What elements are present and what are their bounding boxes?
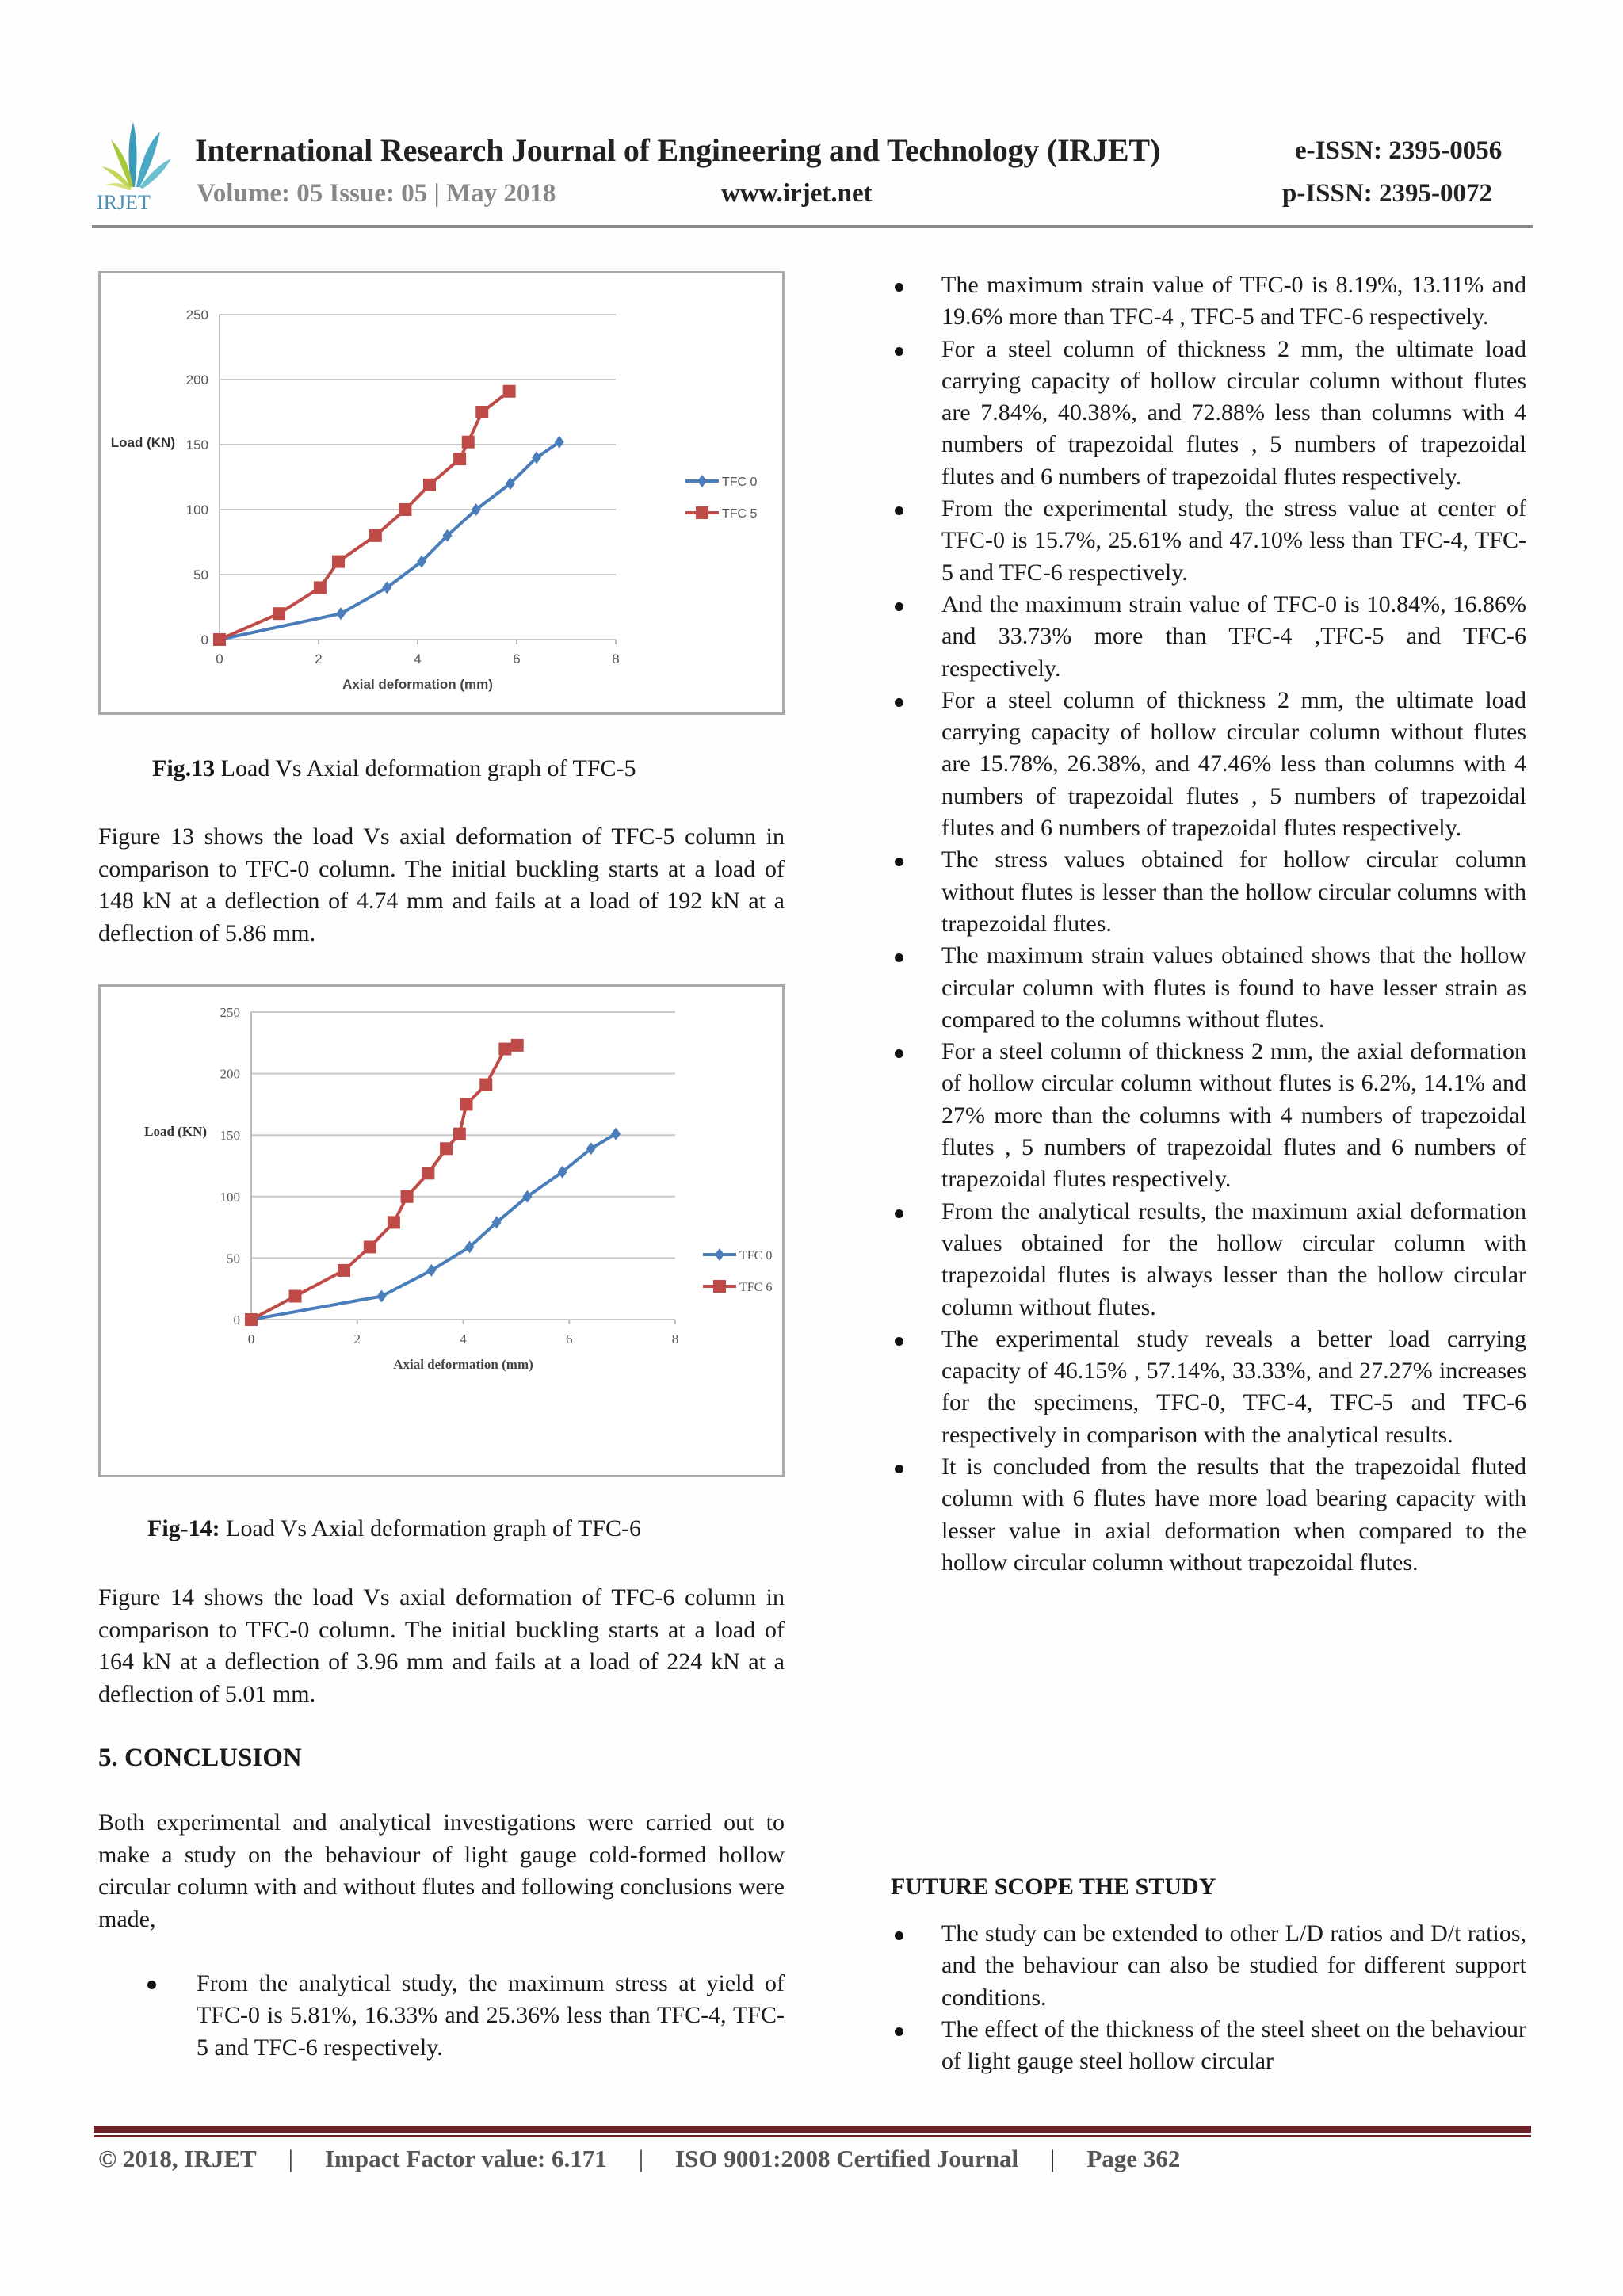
series-tfc-6 <box>245 1039 524 1326</box>
y-axis-label: Load (KN) <box>144 1124 207 1139</box>
x-tick-label: 4 <box>414 651 422 667</box>
bullet-item <box>888 685 1526 844</box>
bullet-text: For a steel column of thickness 2 mm, the ultimate load carrying capacity of hollow circular column without flutes are 15.78%, 26.38%, and 47.46% less than columns with 4 numbers of trapezoidal flutes , 5 numbers of trapezoidal flutes and 6 numbers of trapezoidal flutes respectively. <box>941 686 1526 842</box>
footer-page-number: Page 362 <box>1086 2145 1181 2172</box>
x-axis-label: Axial deformation (mm) <box>393 1357 533 1372</box>
figure-14-caption <box>147 1515 641 1542</box>
bullet-icon <box>895 347 903 356</box>
bullet-item <box>888 1196 1526 1324</box>
bullet-icon <box>895 698 903 707</box>
y-tick-label: 100 <box>185 502 208 518</box>
footer-impact-factor: Impact Factor value: 6.171 <box>324 2145 607 2172</box>
y-tick-label: 200 <box>185 372 208 388</box>
bullet-item <box>888 334 1526 493</box>
figure-14-description: Figure 14 shows the load Vs axial deformation of TFC-6 column in comparison to TFC-0 column. The initial buckling starts at a load of 164 kN at a deflection of 3.96 mm and fails at a load of 224 kN at a deflection of 5.01 mm. <box>98 1584 785 1707</box>
bullet-icon <box>147 1981 156 1989</box>
bullet-text: For a steel column of thickness 2 mm, the ultimate load carrying capacity of hollow circular column without flutes are 7.84%, 40.38%, and 72.88% less than columns with 4 numbers of trapezoidal flutes , 5 numbers of trapezoidal flutes and 6 numbers of trapezoidal flutes respectively. <box>941 335 1526 490</box>
bullet-icon <box>895 1931 903 1940</box>
x-tick-label: 8 <box>612 651 620 667</box>
legend-item <box>685 506 758 521</box>
future-scope-bullets <box>888 1918 1526 2077</box>
x-tick-label: 6 <box>513 651 521 667</box>
header-divider <box>92 225 1533 228</box>
x-tick-label: 2 <box>353 1331 361 1347</box>
bullet-icon <box>895 858 903 866</box>
bullet-text: The experimental study reveals a better load carrying capacity of 46.15% , 57.14%, 33.33%, and 27.27% increases for the specimens, TFC-0, TFC-4, TFC-5 and TFC-6 respectively in comparison with the analytical results. <box>941 1325 1526 1448</box>
section-heading-future-scope: FUTURE SCOPE THE STUDY <box>891 1874 1216 1900</box>
series-tfc-0 <box>246 1128 621 1326</box>
x-tick-label: 2 <box>315 651 323 667</box>
y-tick-label: 150 <box>185 437 208 453</box>
conclusion-bullets-right <box>888 269 1526 1579</box>
y-tick-label: 250 <box>185 308 208 323</box>
bullet-item <box>98 1968 785 2064</box>
bullet-icon <box>895 1209 903 1218</box>
website-link[interactable]: www.irjet.net <box>721 179 873 208</box>
x-tick-label: 0 <box>216 651 223 667</box>
x-tick-label: 4 <box>460 1331 467 1347</box>
legend-item <box>685 475 758 489</box>
y-tick-label: 250 <box>220 1005 240 1020</box>
footer-separator: | <box>1050 2145 1056 2172</box>
bullet-item <box>888 493 1526 589</box>
footer-separator: | <box>638 2145 644 2172</box>
bullet-item <box>888 269 1526 334</box>
conclusion-intro: Both experimental and analytical investigations were carried out to make a study on the behaviour of light gauge cold-formed hollow circular column with and without flutes and following conclusions were made, <box>98 1809 785 1932</box>
x-tick-label: 8 <box>671 1331 679 1347</box>
y-tick-label: 50 <box>227 1251 240 1266</box>
x-tick-label: 6 <box>566 1331 573 1347</box>
svg-text:TFC 0: TFC 0 <box>722 476 758 489</box>
footer-separator: | <box>288 2145 293 2172</box>
caption-label: Fig-14: <box>147 1515 220 1541</box>
bullet-icon <box>895 2027 903 2036</box>
bullet-item <box>888 844 1526 940</box>
eissn: e-ISSN: 2395-0056 <box>1295 136 1503 165</box>
caption-text: Load Vs Axial deformation graph of TFC-6 <box>220 1515 641 1541</box>
footer-iso: ISO 9001:2008 Certified Journal <box>675 2145 1019 2172</box>
bullet-icon <box>895 506 903 515</box>
bullet-text: And the maximum strain value of TFC-0 is 10.84%, 16.86% and 33.73% more than TFC-4 ,TFC-5 and TFC-6 respectively. <box>941 590 1526 682</box>
y-axis-label: Load (KN) <box>110 435 175 450</box>
y-tick-label: 50 <box>193 567 208 583</box>
bullet-item <box>888 589 1526 685</box>
x-tick-label: 0 <box>247 1331 255 1347</box>
y-tick-label: 150 <box>220 1128 240 1144</box>
bullet-text: The effect of the thickness of the steel sheet on the behaviour of light gauge steel hollow circular <box>941 2015 1526 2075</box>
bullet-item <box>888 2014 1526 2078</box>
footer-bar-thin <box>94 2135 1531 2137</box>
figure-13-description: Figure 13 shows the load Vs axial deformation of TFC-5 column in comparison to TFC-0 column. The initial buckling starts at a load of 148 kN at a deflection of 4.74 mm and fails at a load of 192 kN at a deflection of 5.86 mm. <box>98 823 785 946</box>
bullet-icon <box>895 602 903 611</box>
footer-bar <box>94 2126 1531 2133</box>
bullet-icon <box>895 1465 903 1473</box>
bullet-text: The stress values obtained for hollow circular column without flutes is lesser than the hollow circular columns with trapezoidal flutes. <box>941 846 1526 937</box>
bullet-text: From the analytical results, the maximum axial deformation values obtained for the hollow circular column with trapezoidal flutes is always lesser than the hollow circular column without flutes. <box>941 1198 1526 1320</box>
bullet-icon <box>895 1049 903 1058</box>
section-heading-conclusion: 5. CONCLUSION <box>98 1744 302 1772</box>
bullet-text: The maximum strain value of TFC-0 is 8.19%, 13.11% and 19.6% more than TFC-4 , TFC-5 and TFC-6 respectively. <box>941 272 1526 330</box>
y-tick-label: 0 <box>200 632 208 648</box>
figure-14-chart <box>98 984 785 1477</box>
bullet-icon <box>895 283 903 292</box>
y-tick-label: 100 <box>220 1189 240 1205</box>
legend-item <box>703 1280 772 1294</box>
bullet-item <box>888 1918 1526 2014</box>
caption-text: Load Vs Axial deformation graph of TFC-5 <box>215 755 636 781</box>
page-footer <box>98 2145 1180 2173</box>
pissn: p-ISSN: 2395-0072 <box>1282 179 1492 208</box>
caption-label: Fig.13 <box>152 755 216 781</box>
irjet-logo <box>94 117 181 212</box>
svg-text:TFC 5: TFC 5 <box>722 507 758 521</box>
bullet-item <box>888 1324 1526 1451</box>
figure-13-chart <box>98 271 785 715</box>
journal-title: International Research Journal of Engineering and Technology (IRJET) <box>195 132 1161 168</box>
svg-text:TFC 0: TFC 0 <box>739 1249 773 1263</box>
logo-leaves-icon <box>101 122 171 190</box>
bullet-item <box>888 1451 1526 1579</box>
bullet-text: From the experimental study, the stress value at center of TFC-0 is 15.7%, 25.61% and 47.10% less than TFC-4, TFC-5 and TFC-6 respectively. <box>941 495 1526 586</box>
series-tfc-0 <box>215 436 564 646</box>
svg-text:TFC 6: TFC 6 <box>739 1281 773 1294</box>
bullet-item <box>888 940 1526 1036</box>
x-axis-label: Axial deformation (mm) <box>342 677 493 692</box>
volume-issue: Volume: 05 Issue: 05 | May 2018 <box>197 179 556 208</box>
bullet-icon <box>895 1337 903 1346</box>
bullet-text: It is concluded from the results that the trapezoidal fluted column with 6 flutes have more load bearing capacity with lesser value in axial deformation when compared to the hollow circular column without trapezoidal flutes. <box>941 1453 1526 1576</box>
bullet-text: The study can be extended to other L/D ratios and D/t ratios, and the behaviour can also be studied for different support conditions. <box>941 1920 1526 2011</box>
svg-text:IRJET: IRJET <box>97 191 151 212</box>
bullet-icon <box>895 953 903 962</box>
legend-item <box>703 1248 772 1263</box>
bullet-item <box>888 1036 1526 1195</box>
y-tick-label: 0 <box>233 1312 240 1328</box>
figure-13-caption <box>152 755 636 782</box>
bullet-text: From the analytical study, the maximum stress at yield of TFC-0 is 5.81%, 16.33% and 25.36% less than TFC-4, TFC-5 and TFC-6 respectively. <box>197 1970 785 2061</box>
bullet-text: For a steel column of thickness 2 mm, the axial deformation of hollow circular column without flutes is 6.2%, 14.1% and 27% more than the columns with 4 numbers of trapezoidal flutes , 5 numbers of trapezoidal flutes and 6 numbers of trapezoidal flutes respectively. <box>941 1038 1526 1193</box>
conclusion-bullets-left <box>98 1968 785 2064</box>
bullet-text: The maximum strain values obtained shows that the hollow circular column with flutes is found to have lesser strain as compared to the columns without flutes. <box>941 942 1526 1033</box>
y-tick-label: 200 <box>220 1066 240 1082</box>
footer-copyright: © 2018, IRJET <box>98 2145 257 2172</box>
